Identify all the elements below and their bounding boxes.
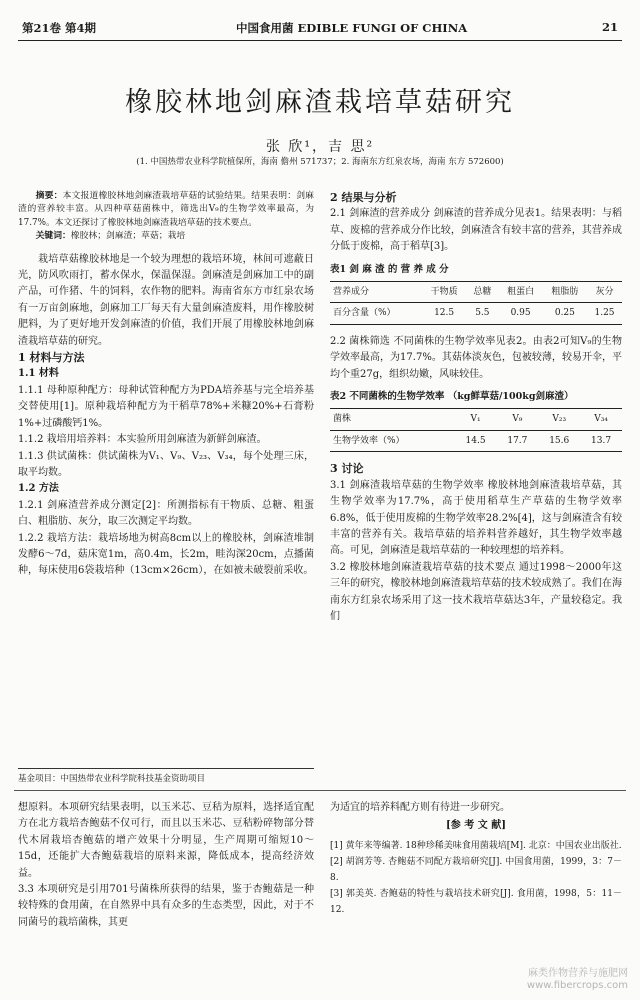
left-column: [18, 190, 314, 580]
bottom-left-paragraph: 想原料。本项研究结果表明，以玉米芯、豆秸为原料，选择适宜配方在北方栽培杏鲍菇不仅可行，而且以玉米芯、豆秸粉碎物部分替代木屑栽培杏鲍菇的增产效果十分明显，生产周期可缩短10～15d，还能扩大杏鲍菇栽培的原料来源，降低成本，提高经济效益。: [18, 802, 314, 879]
abstract-label: 摘要：: [35, 191, 63, 201]
table1-header-cell: 粗脂肪: [543, 282, 587, 303]
paragraph-1-2-1: 1.2.1 剑麻渣营养成分测定[2]：所测指标有干物质、总糖、粗蛋白、粗脂肪、灰分，取三次测定平均数。: [18, 499, 314, 528]
table1: [330, 281, 622, 325]
subsection-heading-methods: 1.2 方法: [18, 483, 59, 495]
table1-cell: 0.25: [543, 303, 587, 324]
table2-data-row: [330, 430, 622, 451]
paragraph-3-1: 3.1 剑麻渣栽培草菇的生物学效率 橡胶林地剑麻渣栽培草菇，其生物学效率为17.7%，高于使用稻草生产草菇的生物学效率6.8%，低于使用废棉的生物学效率28.2%[4]，这与剑麻渣含有较丰富的营养有关。栽培草菇的培养料营养越好，其生物学效率越高。可见，剑麻渣是栽培草菇的一种较理想的培养料。: [330, 479, 622, 557]
table1-cell: 0.95: [498, 303, 542, 324]
reference-item: [1] 黄年来等编著. 18种珍稀美味食用菌栽培[M]. 北京：中国农业出版社.: [330, 841, 622, 852]
table2-cell: 13.7: [580, 430, 622, 451]
table2-cell: 17.7: [496, 430, 538, 451]
table1-row-label: 百分含量（%）: [330, 303, 422, 324]
table1-cell: 1.25: [587, 303, 622, 324]
table2-header-row: [330, 409, 622, 430]
paragraph-1-2-2: 1.2.2 栽培方法：栽培场地为树高8cm以上的橡胶林，剑麻渣堆制发酵6～7d，菇床宽1m，高0.4m，长2m，畦沟深20cm，点播菌种，每床使用6袋栽培种（13cm×26cm），在如被未破裂前采收。: [18, 532, 314, 577]
abstract: [18, 190, 314, 230]
subsection-heading-materials: 1.1 材料: [18, 368, 59, 380]
bottom-right-column: [330, 800, 622, 918]
table1-cell: 12.5: [422, 303, 466, 324]
paper-title: 橡胶林地剑麻渣栽培草菇研究: [125, 87, 515, 118]
table2-row-label: 生物学效率（%）: [330, 430, 455, 451]
table2-header-cell: 菌株: [330, 409, 455, 430]
keywords-label: 关键词：: [35, 231, 71, 242]
bottom-left-column: [18, 800, 314, 931]
running-header: [18, 14, 622, 41]
table1-cell: 5.5: [466, 303, 498, 324]
table1-header-cell: 粗蛋白: [498, 282, 542, 303]
watermark: [527, 968, 628, 992]
section-heading-discussion: 3 讨论: [330, 462, 364, 476]
right-column: [330, 190, 622, 625]
authors: 张 欣¹，吉 思²: [265, 139, 375, 155]
table1-data-row: [330, 303, 622, 324]
table2: [330, 408, 622, 452]
journal-name: 中国食用菌 EDIBLE FUNGI OF CHINA: [236, 21, 468, 35]
paragraph-1-1-2: 1.1.2 栽培用培养料：本实验所用剑麻渣为新鲜剑麻渣。: [18, 434, 267, 446]
paragraph-2-2: 2.2 菌株筛选 不同菌株的生物学效率见表2。由表2可知V₉的生物学效率最高，为17.7%。其菇体淡灰色，包被较薄，较易开伞，平均个重27g，组织幼嫩，风味较佳。: [330, 335, 622, 380]
paragraph-1-1-3: 1.1.3 供试菌株：供试菌株为V₁、V₉、V₂₃、V₃₄，每个处理三床，取平均数。: [18, 450, 314, 478]
keywords-text: 橡胶林；剑麻渣；草菇；栽培: [70, 231, 186, 242]
table2-header-cell: V₁: [455, 409, 497, 430]
watermark-line: 麻类作物营养与施肥网: [528, 968, 628, 979]
paragraph-3-3: 3.3 本项研究是引用701号菌株所获得的结果，鉴于杏鲍菇是一种较特殊的食用菌，在自然界中具有众多的生态类型，因此，对于不同菌号的栽培菌株，其更: [18, 884, 314, 928]
page-number: 21: [601, 20, 618, 34]
watermark-url: www.fibercrops.com: [526, 980, 628, 991]
table1-caption: 表1 剑 麻 渣 的 营 养 成 分: [330, 263, 449, 275]
paragraph-2-1: 2.1 剑麻渣的营养成分 剑麻渣的营养成分见表1。结果表明：与稻草、废棉的营养成分作比较，剑麻渣含有较丰富的营养，其营养成分低于废棉，高于稻草[3]。: [330, 208, 622, 253]
bottom-right-paragraph: 为适宜的培养料配方则有待进一步研究。: [330, 802, 510, 813]
reference-item: [2] 胡润芳等. 杏鲍菇不同配方栽培研究[J]. 中国食用菌，1999，3：7－8.: [330, 857, 622, 884]
keywords: [18, 230, 314, 243]
funding-note: 基金项目：中国热带农业科学院科技基金资助项目: [18, 768, 314, 784]
issue-label: 第21卷 第4期: [22, 21, 97, 35]
affiliation: (1. 中国热带农业科学院植保所，海南 儋州 571737；2. 海南东方红泉农场，海南 东方 572600): [136, 157, 504, 167]
paragraph-1-1-1: 1.1.1 母种原种配方：母种试管种配方为PDA培养基与完全培养基交替使用[1]。原种栽培种配方为干稻草78%+米糠20%+石膏粉1%+过磷酸钙1%。: [18, 384, 314, 429]
section-heading-methods: 1 材料与方法: [18, 351, 85, 365]
paragraph-3-2: 3.2 橡胶林地剑麻渣栽培草菇的技术要点 通过1998～2000年这三年的研究，橡胶林地剑麻渣栽培草菇的技术较成熟了。我们在海南东方红泉农场采用了这一技术栽培草菇达3年，产量较稳定。我们: [330, 561, 622, 622]
table2-header-cell: V₃₄: [580, 409, 622, 430]
table1-header-cell: 灰分: [587, 282, 622, 303]
reference-item: [3] 郭美英. 杏鲍菇的特性与栽培技术研究[J]. 食用菌，1998，5：11－12.: [330, 889, 622, 916]
references-title: [参 考 文 献]: [446, 820, 506, 831]
page-divider: [14, 790, 626, 791]
table1-header-row: [330, 282, 622, 303]
table2-header-cell: V₂₃: [538, 409, 580, 430]
table2-caption: 表2 不同菌株的生物学效率 （kg鲜草菇/100kg剑麻渣）: [330, 391, 574, 403]
table1-header-cell: 干物质: [422, 282, 466, 303]
section-heading-results: 2 结果与分析: [330, 191, 397, 204]
table1-header-cell: 总糖: [466, 282, 498, 303]
table2-cell: 15.6: [538, 430, 580, 451]
table2-header-cell: V₉: [496, 409, 538, 430]
table2-cell: 14.5: [455, 430, 497, 451]
intro-paragraph: 栽培草菇橡胶林地是一个较为理想的栽培环境，林间可遮蔽日光，防风吹雨打，蓄水保水，保温保湿。剑麻渣是剑麻加工中的副产品，可作猪、牛的饲料，农作物的肥料。海南省东方市红泉农场有一万亩剑麻地，剑麻加工厂每天有大量剑麻渣废料，用作橡胶树肥料，为了更好地开发剑麻渣的价值，我们开展了用橡胶林地剑麻渣栽培草菇的研究。: [18, 253, 314, 347]
table1-header-cell: 营养成分: [330, 282, 422, 303]
abstract-text: 本文报道橡胶林地剑麻渣栽培草菇的试验结果。结果表明：剑麻渣的营养较丰富。从四种草菇菌株中，筛选出V₉的生物学效率最高，为17.7%。本文还探讨了橡胶林地剑麻渣栽培草菇的技术要点。: [18, 191, 314, 228]
